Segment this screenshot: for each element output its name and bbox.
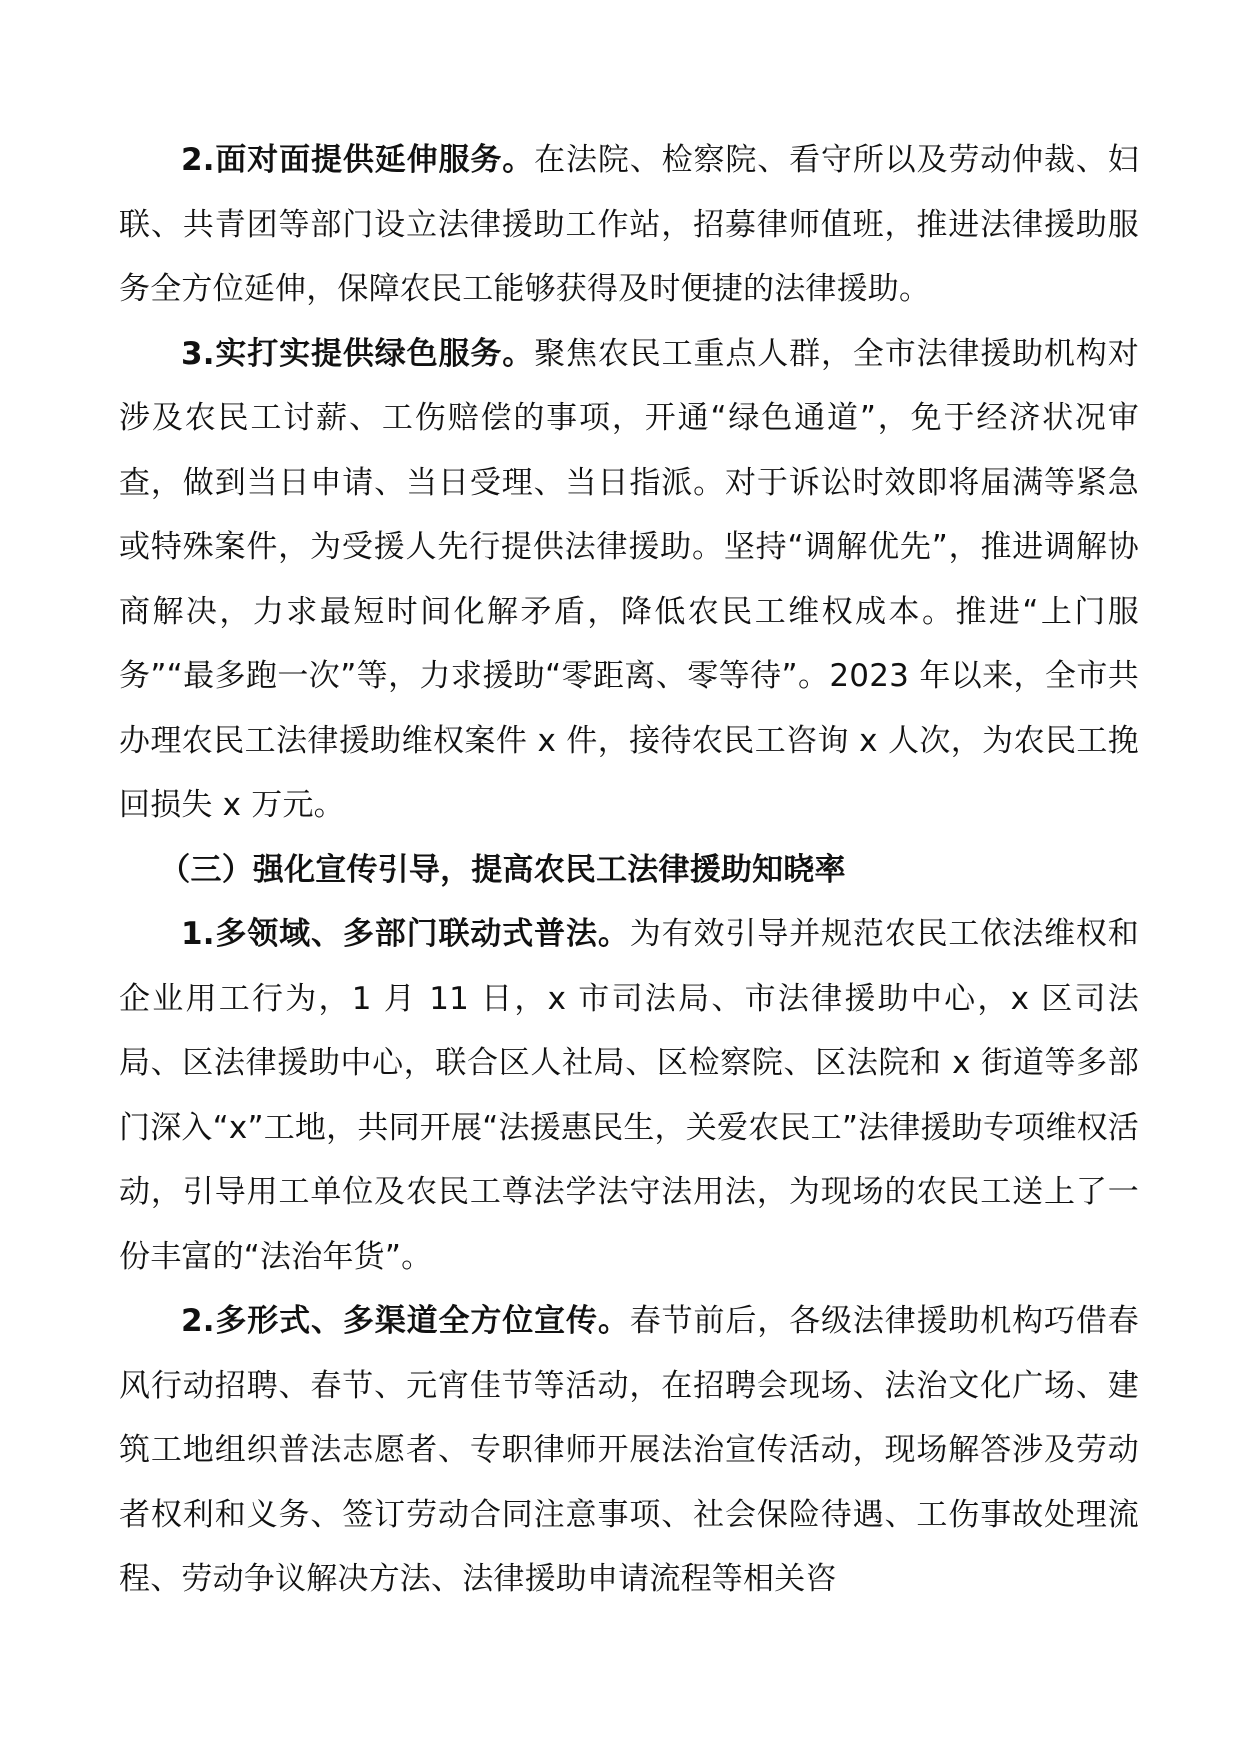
paragraph-lead: 3.实打实提供绿色服务。 — [181, 335, 535, 372]
paragraph-joint-legal-education — [119, 902, 1139, 1289]
paragraph-lead: 2.多形式、多渠道全方位宣传。 — [181, 1303, 630, 1339]
paragraph-text: 春节前后，各级法律援助机构巧借春风行动招聘、春节、元宵佳节等活动，在招聘会现场、法治文化广场、建筑工地组织普法志愿者、专职律师开展法治宣传活动，现场解答涉及劳动者权利和义务、签订劳动合同注意事项、社会保险待遇、工伤事故处理流程、劳动争议解决方法、法律援助申请流程等相关咨 — [119, 1303, 1139, 1597]
paragraph-text: 聚焦农民工重点人群，全市法律援助机构对涉及农民工讨薪、工伤赔偿的事项，开通“绿色通道”，免于经济状况审查，做到当日申请、当日受理、当日指派。对于诉讼时效即将届满等紧急或特殊案件，为受援人先行提供法律援助。坚持“调解优先”，推进调解协商解决，力求最短时间化解矛盾，降低农民工维权成本。推进“上门服务”“最多跑一次”等，力求援助“零距离、零等待”。2023 年以来，全市共办理农民工法律援助维权案件 x 件，接待农民工咨询 x 人次，为农民工挽回损失 x 万元。 — [119, 335, 1139, 823]
paragraph-text: 在法院、检察院、看守所以及劳动仲裁、妇联、共青团等部门设立法律援助工作站，招募律师值班，推进法律援助服务全方位延伸，保障农民工能够获得及时便捷的法律援助。 — [119, 142, 1139, 307]
paragraph-multichannel-publicity — [119, 1289, 1139, 1612]
paragraph-lead: 1.多领域、多部门联动式普法。 — [181, 916, 630, 952]
paragraph-lead: 2.面对面提供延伸服务。 — [181, 142, 535, 178]
section-heading: （三）强化宣传引导，提高农民工法律援助知晓率 — [159, 851, 846, 888]
paragraph-extended-service — [119, 128, 1139, 322]
paragraph-text: 为有效引导并规范农民工依法维权和企业用工行为，1 月 11 日，x 市司法局、市法律援助中心，x 区司法局、区法律援助中心，联合区人社局、区检察院、区法院和 x 街道等多部门深入“x”工地，共同开展“法援惠民生，关爱农民工”法律援助专项维权活动，引导用工单位及农民工尊法学法守法用法，为现场的农民工送上了一份丰富的“法治年货”。 — [119, 916, 1139, 1275]
document-body — [119, 128, 1139, 1612]
paragraph-green-service — [119, 322, 1139, 838]
